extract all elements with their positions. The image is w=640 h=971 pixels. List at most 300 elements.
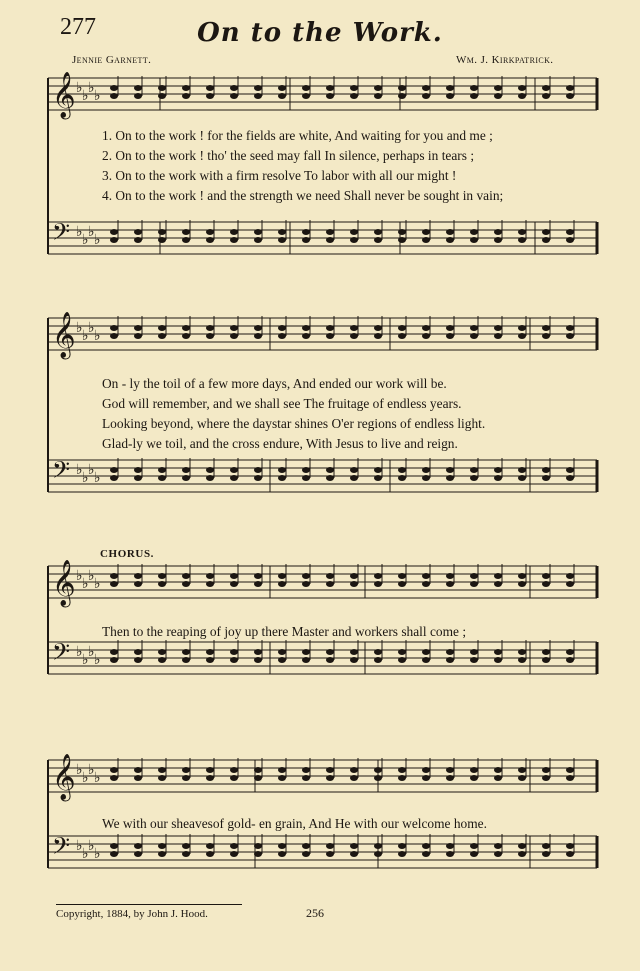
note-head [206,775,214,781]
note-head [374,475,382,481]
note-head [110,237,118,243]
note-head [398,657,406,663]
note-head [182,657,190,663]
note-head [158,333,166,339]
note-head [254,475,262,481]
note-head [110,333,118,339]
note-head [134,229,142,235]
note-head [110,851,118,857]
note-head [446,573,454,579]
note-head [254,573,262,579]
note-head [110,649,118,655]
note-head [182,775,190,781]
note-head [158,581,166,587]
note-head [422,325,430,331]
note-head [110,573,118,579]
note-head [206,573,214,579]
note-head [446,467,454,473]
note-head [134,775,142,781]
note-head [182,573,190,579]
note-head [566,775,574,781]
bass-clef-icon: 𝄢 [52,456,71,489]
note-head [110,775,118,781]
flat-icon: ♭ [82,88,89,104]
verse-4-line-1: 4. On to the work ! and the strength we need Shall never be sought in vain; [102,188,504,203]
verse-3-line-2: Looking beyond, where the daystar shines O'er regions of endless light. [102,416,486,431]
flat-icon: ♭ [94,88,101,104]
note-head [230,775,238,781]
note-head [206,851,214,857]
note-head [302,843,310,849]
note-head [182,851,190,857]
verse-4-line-2: Glad-ly we toil, and the cross endure, With Jesus to live and reign. [102,436,458,451]
note-head [278,325,286,331]
note-head [422,649,430,655]
note-head [446,657,454,663]
note-head [446,843,454,849]
note-head [326,85,334,91]
note-head [110,93,118,99]
flat-icon: ♭ [94,232,101,248]
note-head [230,93,238,99]
note-head [446,333,454,339]
note-head [326,843,334,849]
note-head [494,767,502,773]
note-head [254,467,262,473]
note-head [110,229,118,235]
note-head [110,767,118,773]
note-head [398,581,406,587]
flat-icon: ♭ [88,462,95,478]
note-head [566,467,574,473]
note-head [350,851,358,857]
note-head [350,325,358,331]
flat-icon: ♭ [76,762,83,778]
note-head [374,333,382,339]
note-head [494,475,502,481]
note-head [158,325,166,331]
note-head [302,657,310,663]
note-head [494,573,502,579]
note-head [398,229,406,235]
note-head [518,93,526,99]
note-head [326,333,334,339]
flat-icon: ♭ [82,652,89,668]
note-head [542,657,550,663]
flat-icon: ♭ [88,80,95,96]
note-head [206,581,214,587]
note-head [542,843,550,849]
note-head [494,851,502,857]
note-head [302,93,310,99]
note-head [158,475,166,481]
note-head [446,85,454,91]
note-head [278,467,286,473]
note-head [518,333,526,339]
note-head [230,843,238,849]
note-head [278,93,286,99]
note-head [302,467,310,473]
note-head [158,237,166,243]
note-head [182,843,190,849]
note-head [374,85,382,91]
note-head [350,85,358,91]
note-head [302,333,310,339]
note-head [542,767,550,773]
note-head [350,573,358,579]
note-head [518,85,526,91]
note-head [326,93,334,99]
note-head [278,573,286,579]
chorus-label: CHORUS. [100,548,155,560]
note-head [398,475,406,481]
note-head [566,657,574,663]
note-head [470,851,478,857]
note-head [278,843,286,849]
note-head [350,93,358,99]
note-head [542,775,550,781]
note-head [230,229,238,235]
note-head [110,657,118,663]
note-head [134,573,142,579]
note-head [134,767,142,773]
note-head [230,851,238,857]
note-head [398,851,406,857]
note-head [158,775,166,781]
note-head [374,467,382,473]
note-head [494,85,502,91]
note-head [398,649,406,655]
note-head [422,333,430,339]
note-head [518,467,526,473]
treble-staff [48,754,597,802]
note-head [206,767,214,773]
note-head [566,581,574,587]
note-head [566,93,574,99]
note-head [134,843,142,849]
note-head [134,333,142,339]
bass-staff [48,218,597,254]
note-head [206,93,214,99]
note-head [278,237,286,243]
flat-icon: ♭ [76,80,83,96]
note-head [446,649,454,655]
flat-icon: ♭ [82,328,89,344]
note-head [326,475,334,481]
note-head [278,775,286,781]
flat-icon: ♭ [94,470,101,486]
note-head [182,581,190,587]
note-head [446,229,454,235]
flat-icon: ♭ [94,328,101,344]
note-head [542,229,550,235]
note-head [470,843,478,849]
note-head [422,581,430,587]
note-head [446,237,454,243]
note-head [230,573,238,579]
note-head [110,325,118,331]
note-head [374,325,382,331]
flat-icon: ♭ [88,762,95,778]
lyricist-credit: Jennie Garnett. [72,54,152,66]
note-head [446,93,454,99]
flat-icon: ♭ [88,224,95,240]
note-head [566,573,574,579]
note-head [542,237,550,243]
note-head [542,475,550,481]
note-head [470,325,478,331]
note-head [230,467,238,473]
note-head [206,237,214,243]
note-head [302,475,310,481]
note-head [398,467,406,473]
note-head [206,333,214,339]
note-head [254,657,262,663]
treble-clef-icon: 𝄞 [52,560,76,606]
note-head [350,657,358,663]
note-head [278,851,286,857]
flat-icon: ♭ [76,568,83,584]
note-head [374,237,382,243]
flat-icon: ♭ [76,838,83,854]
note-head [398,325,406,331]
verse-3-line-1: 3. On to the work with a firm resolve To labor with all our might ! [102,168,457,183]
flat-icon: ♭ [94,652,101,668]
note-head [110,467,118,473]
note-head [566,851,574,857]
note-head [494,333,502,339]
note-head [350,767,358,773]
note-head [134,85,142,91]
note-head [326,649,334,655]
note-head [134,475,142,481]
note-head [494,775,502,781]
note-head [158,843,166,849]
note-head [398,237,406,243]
note-head [206,325,214,331]
note-head [230,649,238,655]
note-head [326,767,334,773]
note-head [494,649,502,655]
note-head [374,93,382,99]
chorus-line-2: We with our sheavesof gold- en grain, And He with our welcome home. [102,816,487,831]
note-head [302,325,310,331]
note-head [158,93,166,99]
note-head [422,467,430,473]
note-head [542,325,550,331]
note-head [254,85,262,91]
note-head [518,229,526,235]
note-head [206,467,214,473]
note-head [422,775,430,781]
note-head [158,85,166,91]
note-head [134,325,142,331]
note-head [470,573,478,579]
note-head [278,649,286,655]
note-head [254,333,262,339]
note-head [518,657,526,663]
bass-clef-icon: 𝄢 [52,832,71,865]
treble-staff [48,312,597,360]
flat-icon: ♭ [76,224,83,240]
note-head [518,851,526,857]
note-head [278,333,286,339]
note-head [470,93,478,99]
note-head [494,843,502,849]
note-head [326,851,334,857]
bass-staff [48,832,597,868]
note-head [470,333,478,339]
treble-clef-icon: 𝄞 [52,754,76,800]
note-head [398,775,406,781]
verse-lyrics-line-1 [102,126,503,206]
hymn-number: 277 [60,14,96,40]
note-head [230,581,238,587]
note-head [182,229,190,235]
note-head [446,581,454,587]
treble-clef-icon: 𝄞 [52,312,76,358]
note-head [374,573,382,579]
note-head [374,229,382,235]
note-head [158,851,166,857]
note-head [302,229,310,235]
note-head [230,657,238,663]
note-head [470,475,478,481]
note-head [566,333,574,339]
note-head [302,851,310,857]
note-head [374,581,382,587]
note-head [302,775,310,781]
note-head [422,657,430,663]
note-head [566,85,574,91]
note-head [350,237,358,243]
note-head [566,237,574,243]
note-head [566,767,574,773]
note-head [278,657,286,663]
note-head [182,325,190,331]
note-head [182,237,190,243]
note-head [302,649,310,655]
note-head [206,229,214,235]
note-head [302,581,310,587]
note-head [110,581,118,587]
note-head [470,581,478,587]
note-head [254,325,262,331]
flat-icon: ♭ [88,568,95,584]
note-head [398,93,406,99]
note-head [446,775,454,781]
note-head [302,767,310,773]
note-head [566,843,574,849]
note-head [134,93,142,99]
note-head [566,475,574,481]
note-head [470,649,478,655]
note-head [518,843,526,849]
note-head [422,573,430,579]
note-head [422,851,430,857]
note-head [350,843,358,849]
note-head [110,85,118,91]
note-head [542,333,550,339]
note-head [254,649,262,655]
hymn-title: On to the Work. [197,18,443,48]
note-head [350,775,358,781]
note-head [470,775,478,781]
treble-staff [48,72,597,120]
note-head [398,333,406,339]
note-head [542,467,550,473]
note-head [134,649,142,655]
note-head [134,851,142,857]
flat-icon: ♭ [94,576,101,592]
note-head [470,85,478,91]
note-head [230,237,238,243]
note-head [566,229,574,235]
note-head [494,325,502,331]
note-head [350,475,358,481]
note-head [542,649,550,655]
note-head [494,93,502,99]
note-head [182,85,190,91]
note-head [422,843,430,849]
note-head [110,843,118,849]
note-head [422,237,430,243]
bass-clef-icon: 𝄢 [52,218,71,251]
note-head [446,767,454,773]
note-head [422,93,430,99]
note-head [134,581,142,587]
bass-staff [48,456,597,492]
flat-icon: ♭ [94,846,101,862]
note-head [422,85,430,91]
note-head [518,573,526,579]
flat-icon: ♭ [82,232,89,248]
note-head [230,85,238,91]
note-head [446,325,454,331]
note-head [134,467,142,473]
note-head [374,657,382,663]
chorus-line-1: Then to the reaping of joy up there Master and workers shall come ; [102,624,467,639]
page-number: 256 [306,906,324,920]
note-head [470,229,478,235]
note-head [206,475,214,481]
note-head [470,237,478,243]
note-head [206,85,214,91]
flat-icon: ♭ [76,644,83,660]
note-head [302,85,310,91]
note-head [158,467,166,473]
note-head [518,237,526,243]
note-head [326,581,334,587]
verse-2-line-2: God will remember, and we shall see The fruitage of endless years. [102,396,462,411]
note-head [230,475,238,481]
note-head [494,657,502,663]
note-head [278,229,286,235]
note-head [542,581,550,587]
treble-staff [48,560,597,608]
note-head [254,93,262,99]
note-head [278,581,286,587]
note-head [494,581,502,587]
note-head [350,581,358,587]
note-head [446,851,454,857]
flat-icon: ♭ [82,846,89,862]
note-head [518,325,526,331]
note-head [542,93,550,99]
note-head [326,229,334,235]
note-head [542,85,550,91]
note-head [254,237,262,243]
